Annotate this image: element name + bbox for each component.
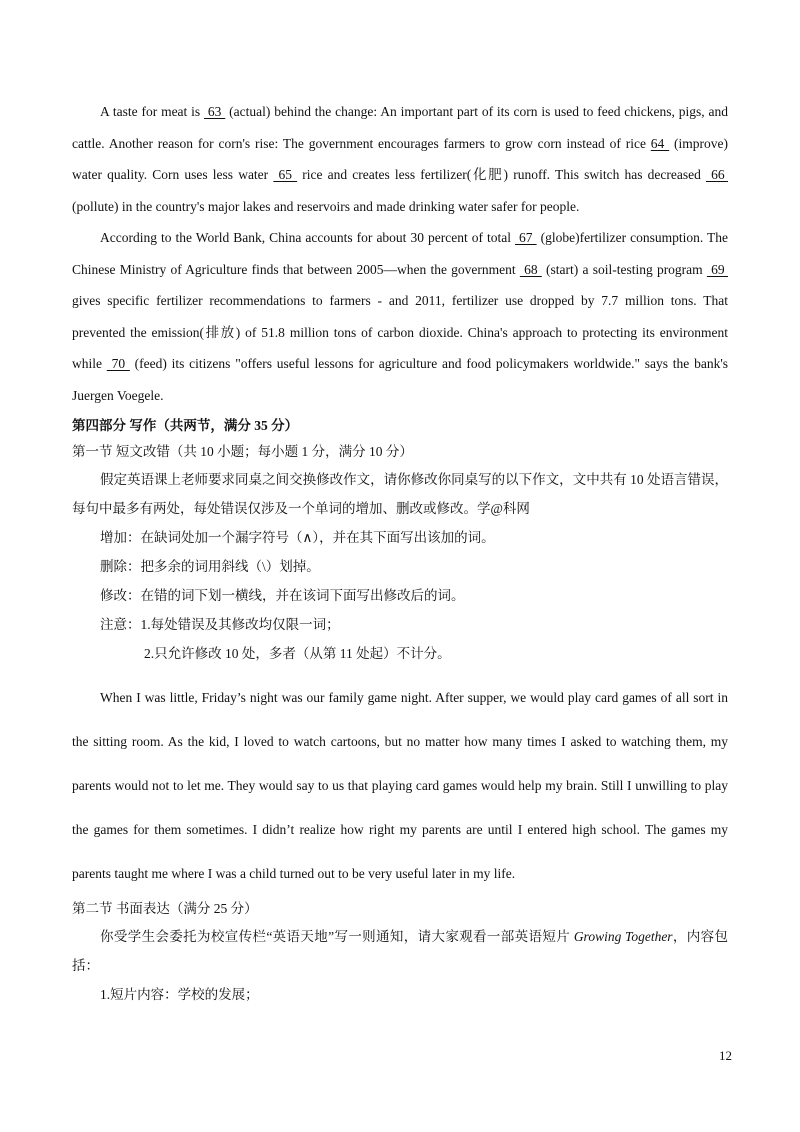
text-run: (globe)fertilizer consumption. The Chinese Ministry of Agriculture finds that between 2005—when the government [72,230,728,277]
text-run: (pollute) in the country's major lakes and reservoirs and made drinking water safer for people. [72,198,580,214]
rule-add: 增加：在缺词处加一个漏字符号（∧），并在其下面写出该加的词。 [100,530,495,545]
blank-67: 67 [515,230,537,245]
part4-title: 第四部分 写作（共两节，满分 35 分） [72,418,299,433]
section1-instructions: 假定英语课上老师要求同桌之间交换修改作文，请你修改你同桌写的以下作文，文中共有 10 处语言错误，每句中最多有两处，每处错误仅涉及一个单词的增加、删改或修改。学@科网 [72,472,728,516]
section1-title: 第一节 短文改错（共 10 小题；每小题 1 分，满分 10 分） [72,444,413,459]
text-run: According to the World Bank, China accounts for about 30 percent of total [100,230,516,245]
task-item-1: 1.短片内容：学校的发展； [100,987,259,1002]
rule-delete: 删除：把多余的词用斜线（\）划掉。 [100,559,320,574]
section2-title: 第二节 书面表达（满分 25 分） [72,901,258,916]
rule-modify: 修改：在错的词下划一横线，并在该词下面写出修改后的词。 [100,588,465,603]
text-run: rice and creates less fertilizer(化肥) runoff. This switch has decreased [297,167,706,182]
text-run: A taste for meat is [100,104,205,119]
text-run: ，内容包括： [72,929,729,973]
blank-68: 68 [519,261,542,277]
blank-69: 69 [706,261,729,277]
passage-paragraph-1 [72,96,728,222]
text-run: (start) a soil-testing program [541,261,707,277]
blank-70: 70 [106,356,130,371]
page-content [72,96,728,1009]
blank-66: 66 [706,167,729,182]
writing-task [72,922,728,980]
page-number: 12 [719,1048,732,1063]
text-run: (feed) its citizens "offers useful lessons for agriculture and food policymakers worldwide." says the bank's Juergen Voegele. [72,356,729,403]
note-2: 2.只允许修改 10 处，多者（从第 11 处起）不计分。 [144,646,451,661]
text-run: (actual) behind the change: An important part of its corn is used to feed chickens, pigs, and cattle. Another reason for corn's rise: The government encourages farmers to grow corn instead of rice [72,104,729,151]
film-title: Growing Together [573,929,673,944]
note-1: 注意：1.每处错误及其修改均仅限一词； [100,617,340,632]
error-correction-essay: When I was little, Friday’s night was our family game night. After supper, we would play card games of all sort in the sitting room. As the kid, I loved to watch cartoons, but no matter how many times I asked to watching them, my parents would not to let me. They would say to us that playing card games would help my brain. Still I unwilling to play the games for them sometimes. I didn’t realize how right my parents are until I entered high school. The games my parents taught me where I was a child turned out to be very useful later in my life. [72,690,728,881]
passage-paragraph-2 [72,222,728,411]
blank-63: 63 [204,104,226,119]
text-run: 你受学生会委托为校宣传栏“英语天地”写一则通知，请大家观看一部英语短片 [100,929,574,944]
blank-65: 65 [273,167,298,182]
text-run: gives specific fertilizer recommendations to farmers - and 2011, fertilizer use dropped by 7.7 million tons. That prevented the emission(排放) of 51.8 million tons of carbon dioxide. China's approach to protecting its environment while [72,293,728,371]
blank-64: 64 [650,135,670,151]
text-run: (improve) water quality. Corn uses less water [72,135,728,182]
